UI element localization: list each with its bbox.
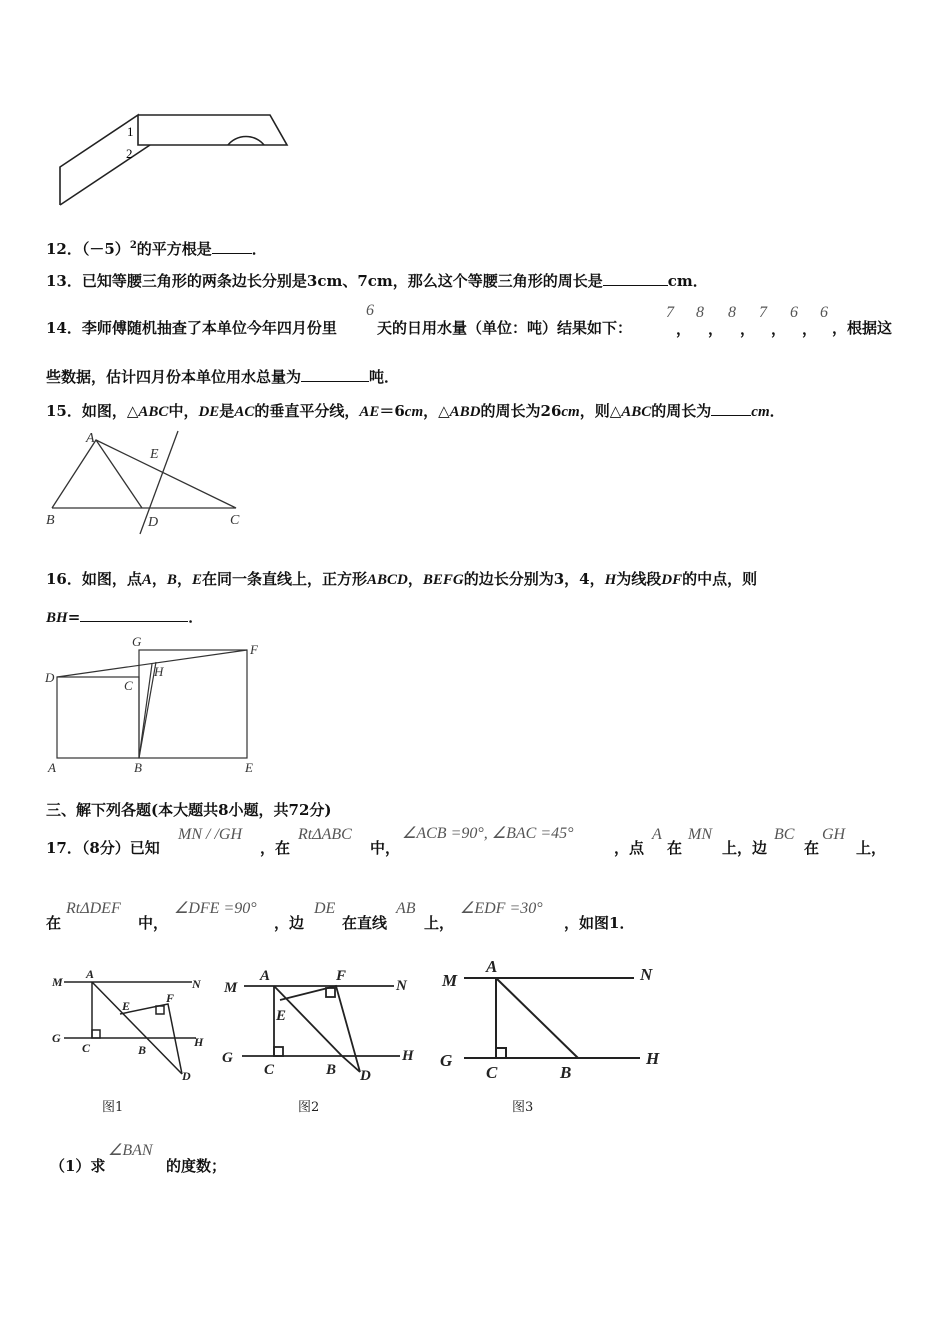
q17-angles: ∠ACB =90°, ∠BAC =45°	[402, 825, 574, 842]
svg-text:E: E	[122, 999, 131, 1013]
question-16: 16．如图，点A，B，E在同一条直线上，正方形ABCD，BEFG的边长分别为3，4，H为线段DF的中点，则	[46, 570, 758, 588]
q15-triangle-figure	[44, 428, 254, 536]
question-17-start: 17．（8分）已知	[46, 839, 160, 857]
angle-label-1: 1	[127, 124, 134, 139]
q17-angle-dfe: ∠DFE =90°	[174, 900, 257, 917]
svg-text:C: C	[82, 1041, 91, 1055]
question-13: 13．已知等腰三角形的两条边长分别是3cm、7cm，那么这个等腰三角形的周长是 cm．	[46, 272, 708, 290]
svg-text:H: H	[402, 1048, 414, 1064]
q14-value-2: 8	[696, 304, 704, 321]
svg-text:G: G	[440, 1051, 453, 1070]
svg-text:G: G	[52, 1031, 61, 1045]
caption-figure-1: 图1	[102, 1100, 124, 1115]
label-E: E	[150, 447, 159, 462]
q17-bc: BC	[774, 826, 795, 843]
q17-angle-edf: ∠EDF =30°	[460, 900, 543, 917]
q17-figure-3	[436, 954, 666, 1082]
question-14: 14．李师傅随机抽查了本单位今年四月份里	[46, 319, 337, 337]
q17-mn: MN	[688, 826, 712, 843]
label-C: C	[124, 678, 133, 693]
answer-blank-12[interactable]	[212, 239, 252, 254]
answer-blank-16[interactable]	[80, 607, 188, 622]
svg-text:N: N	[640, 965, 653, 984]
svg-text:N: N	[192, 977, 201, 991]
svg-text:D: D	[182, 1069, 191, 1083]
q17-gh: GH	[822, 826, 846, 843]
q14-value-1: 7	[666, 304, 674, 321]
question-17-1: （1）求	[50, 1157, 106, 1175]
svg-text:N: N	[396, 978, 407, 994]
q17-point-a: A	[652, 826, 662, 843]
section-3-title: 三、解下列各题(本大题共8小题，共72分)	[46, 801, 332, 819]
svg-text:B: B	[138, 1043, 147, 1057]
question-15: 15．如图，△ABC中，DE是AC的垂直平分线，AE＝6cm，△ABD的周长为26cm，则△ABC的周长为 cm．	[46, 402, 785, 420]
svg-text:B: B	[326, 1062, 337, 1078]
q14-value-6: 6	[820, 304, 828, 321]
label-D: D	[45, 670, 55, 685]
label-F: F	[250, 642, 258, 657]
svg-text:C: C	[486, 1063, 498, 1082]
q17-1-angle-ban: ∠BAN	[108, 1142, 153, 1159]
label-B: B	[46, 513, 55, 528]
question-14-line2: 些数据，估计四月份本单位用水总量为 吨．	[46, 368, 400, 386]
svg-text:A: A	[86, 968, 95, 981]
question-12: 12．$(-5)^2$的平方根是 ．	[46, 240, 267, 258]
label-E: E	[245, 760, 253, 775]
angle-label-2: 2	[126, 146, 133, 161]
svg-text:F: F	[166, 991, 175, 1005]
q11-figure	[50, 105, 300, 215]
caption-figure-2: 图2	[298, 1100, 320, 1115]
q17-figure-2	[220, 962, 420, 1086]
svg-text:F: F	[336, 968, 347, 984]
q17-de: DE	[314, 900, 336, 917]
svg-text:A: A	[486, 957, 498, 976]
svg-text:D: D	[360, 1068, 371, 1084]
svg-text:H: H	[646, 1049, 660, 1068]
answer-blank-14[interactable]	[301, 367, 369, 382]
label-G: G	[132, 634, 142, 649]
svg-text:H: H	[194, 1035, 204, 1049]
label-C: C	[230, 513, 240, 528]
q14-value-5: 6	[790, 304, 798, 321]
label-H: H	[154, 664, 164, 679]
q14-value-4: 7	[759, 304, 767, 321]
answer-blank-13[interactable]	[603, 271, 668, 286]
caption-figure-3: 图3	[512, 1100, 534, 1115]
svg-text:B: B	[560, 1063, 572, 1082]
q14-text-c: ，根据这	[832, 319, 893, 337]
svg-text:C: C	[264, 1062, 275, 1078]
q17-rt-abc: RtΔABC	[298, 826, 352, 843]
q17-mn-parallel-gh: MN / /GH	[178, 826, 242, 843]
q16-squares-figure	[40, 632, 280, 777]
label-A: A	[86, 431, 95, 446]
svg-text:G: G	[222, 1050, 233, 1066]
q17-figure-1	[50, 968, 210, 1086]
q14-days: 6	[366, 302, 374, 319]
q17-rt-def: RtΔDEF	[66, 900, 121, 917]
svg-text:A: A	[260, 968, 271, 984]
svg-text:M: M	[52, 975, 63, 989]
answer-blank-15[interactable]	[711, 401, 751, 416]
q17-ab: AB	[396, 900, 416, 917]
label-D: D	[148, 515, 159, 530]
question-16-line2: BH= ．	[46, 608, 204, 626]
svg-text:M: M	[224, 980, 238, 996]
svg-text:E: E	[276, 1008, 287, 1024]
svg-text:M: M	[442, 971, 458, 990]
q14-value-3: 8	[728, 304, 736, 321]
label-A: A	[48, 760, 56, 775]
label-B: B	[134, 760, 142, 775]
q14-text-b: 天的日用水量（单位：吨）结果如下：	[377, 319, 633, 337]
